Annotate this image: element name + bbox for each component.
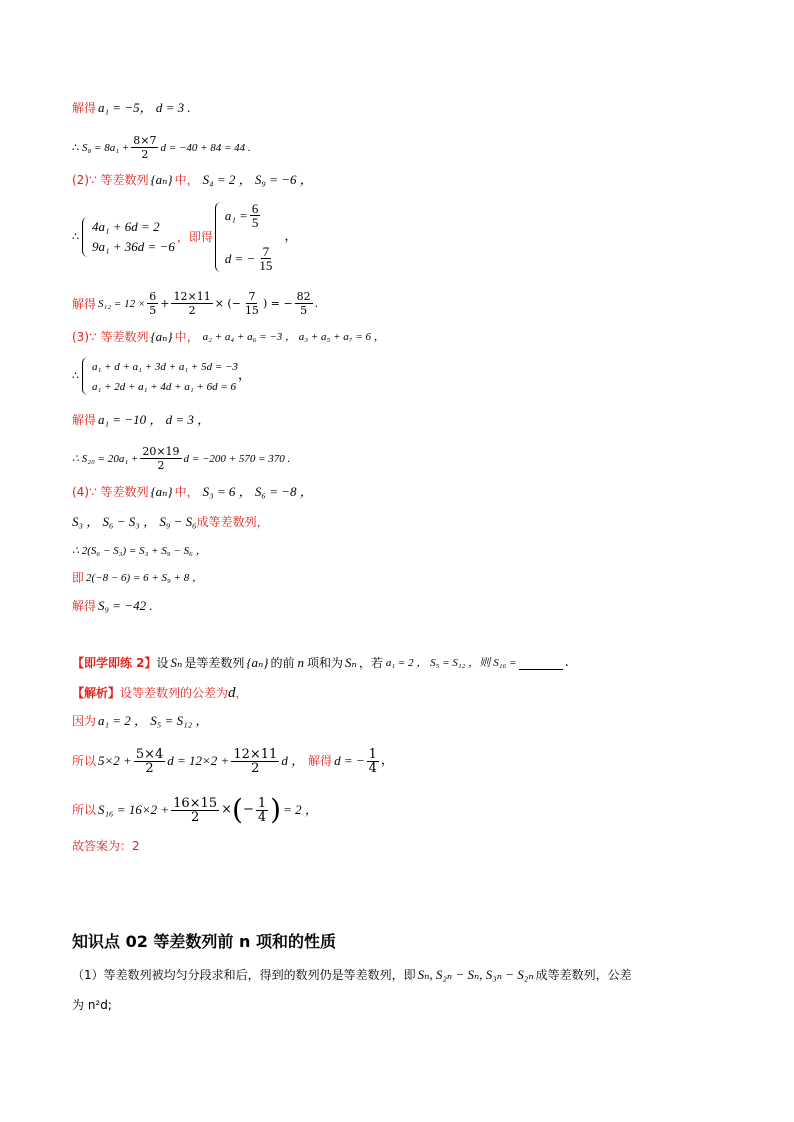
s12-line: 解得 S₁₂ = 12 × $\frac{6}{5}$ + $\frac{12\times 11}{2}$ × (− $\frac{7}{15}$ ) = − $\frac{82}{5}$ . <box>72 290 319 317</box>
left-brace <box>215 202 222 272</box>
text-in: 中， <box>174 173 199 187</box>
text-solved: 解得 <box>308 754 333 768</box>
text-let: 设 <box>156 656 169 670</box>
text-is-arithmetic: 是等差数列 <box>184 656 245 670</box>
result-a1: a₁ = $\frac{6}{5}$ <box>224 201 259 230</box>
system-row-2: a₁ + 2d + a₁ + 4d + a₁ + 6d = 6 <box>92 381 237 393</box>
text-because: 因为 <box>72 714 97 728</box>
comma: ， <box>235 686 248 700</box>
so1-line: 所以 5×2 + $\frac{5\times 4}{2}$ d = 12×2 + $\frac{12\times 11}{2}$ d ， 解得 d = − $\frac{1}{4}$ ， <box>72 746 394 776</box>
comma: ， <box>380 753 394 768</box>
left-brace <box>82 217 89 257</box>
property-math: Sₙ, S₂ₙ − Sₙ, S₃ₙ − S₂ₙ <box>417 967 534 982</box>
s8-rest: d = −40 + 84 = 44 . <box>160 141 251 154</box>
text-solved: 解得 <box>72 413 97 427</box>
s9-result: S₉ = −42 . <box>98 598 153 613</box>
fraction-8x7-2: $\frac{8\times 7}{2}$ <box>133 134 157 161</box>
s8-expr: S₈ = 8a₁ + <box>82 141 130 154</box>
so2-line: 所以 S₁₆ = 16×2 + $\frac{16\times 15}{2}$ × ( − $\frac{1}{4}$ ) = 2 ， <box>72 793 318 826</box>
answer-blank[interactable] <box>519 657 563 670</box>
part3-given: a₂ + a₄ + a₆ = −3 ， a₃ + a₅ + a₇ = 6 ， <box>202 331 385 343</box>
so1-expr-c: d ， <box>281 753 305 768</box>
text-solved: 解得 <box>72 101 97 115</box>
text-solved: 解得 <box>72 296 97 311</box>
result-d: d = − $\frac{7}{15}$ <box>224 244 273 273</box>
text-if: ，若 <box>358 656 383 670</box>
sequence-a-n: {aₙ} <box>246 655 269 670</box>
equation-system <box>82 357 238 395</box>
text-arithmetic: 成等差数列， <box>196 515 269 529</box>
part2-condition <box>72 170 313 190</box>
knowledge-title <box>72 930 336 954</box>
knowledge-p1 <box>72 965 632 985</box>
text-sum-is: 项和为 <box>307 656 344 670</box>
system-row-1: 4a₁ + 6d = 2 <box>92 219 160 234</box>
left-brace <box>82 357 89 395</box>
therefore-symbol: ∴ <box>72 140 79 154</box>
part3-values: a₁ = −10 ， d = 3 ， <box>98 412 211 427</box>
text-namely: 即 <box>72 571 85 585</box>
part4-line2 <box>72 512 269 532</box>
practice-given: a₁ = 2 ， S₅ = S₁₂ ，则 <box>385 657 491 669</box>
part4-line4 <box>72 568 203 588</box>
practice-tag: 【即学即练 2】 <box>72 656 157 670</box>
property-text-2: 为 n²d; <box>72 998 112 1012</box>
sn-symbol: Sₙ <box>170 655 183 670</box>
s20-rest: d = −200 + 570 = 370 . <box>183 452 291 465</box>
answer-line <box>72 836 140 856</box>
sequence-a-n: {aₙ} <box>150 172 173 187</box>
part2-given: S₄ = 2 ， S₉ = −6 ， <box>202 172 313 187</box>
comma: ， <box>284 229 298 244</box>
because-line <box>72 711 208 731</box>
so2-result: = 2 ， <box>283 802 318 817</box>
period: . <box>564 655 569 670</box>
text-solved: 解得 <box>72 599 97 613</box>
text-so: 所以 <box>72 803 97 817</box>
solution-system <box>215 202 277 272</box>
property-text: （1）等差数列被均匀分段求和后，得到的数列仍是等差数列，即 <box>72 968 416 982</box>
part4-substituted: 2(−8 − 6) = 6 + S₉ + 8 ， <box>86 572 204 584</box>
part4-equation: ∴ 2(S₆ − S₃) = S₃ + S₉ − S₆ ， <box>72 545 207 557</box>
text-so: 所以 <box>72 754 97 768</box>
section-heading: 知识点 02 等差数列前 n 项和的性质 <box>72 932 336 951</box>
system-row-1: a₁ + d + a₁ + 3d + a₁ + 5d = −3 <box>92 361 238 373</box>
analysis-tag: 【解析】 <box>72 686 121 700</box>
knowledge-p2 <box>72 995 112 1015</box>
sequence-a-n: {aₙ} <box>150 484 173 499</box>
part4-line3 <box>72 541 207 561</box>
s16-symbol: S₁₆ = <box>493 657 517 669</box>
answer-text: 故答案为：2 <box>72 839 140 853</box>
comma: ， <box>237 368 251 383</box>
d-symbol: d <box>228 685 236 701</box>
equation-system <box>82 217 175 257</box>
practice2-question <box>72 653 569 673</box>
part4-line5 <box>72 596 153 616</box>
so1-d: d = − <box>334 753 365 768</box>
part2-system <box>72 202 297 272</box>
solution1-line1 <box>72 98 191 118</box>
property-text-end: 成等差数列，公差 <box>535 968 632 982</box>
text-in: 中， <box>174 330 199 344</box>
part3-label: (3)∵ 等差数列 <box>72 330 149 344</box>
s12-expr: S₁₂ = 12 × <box>98 297 146 310</box>
so2-expr-a: S₁₆ = 16×2 + <box>98 802 170 817</box>
s20-line: ∴ S₂₀ = 20a₁ + $\frac{20\times 19}{2}$ d = −200 + 570 = 370 . <box>72 445 291 472</box>
parenthesized-fraction: ( − $\frac{1}{4}$ ) <box>232 793 282 826</box>
n-symbol: n <box>297 655 305 670</box>
text-then: ，即得 <box>176 230 213 244</box>
so1-expr-a: 5×2 + <box>98 753 132 768</box>
text-first: 的前 <box>270 656 295 670</box>
therefore-symbol: ∴ <box>72 369 79 382</box>
solution1-line2 <box>72 134 251 161</box>
sequence-a-n: {aₙ} <box>150 329 173 344</box>
s20-expr: ∴ S₂₀ = 20a₁ + <box>72 452 139 465</box>
part4-given: S₃ = 6 ， S₆ = −8 ， <box>202 484 313 499</box>
therefore-symbol: ∴ <box>72 230 79 243</box>
analysis-line <box>72 683 248 703</box>
part3-system <box>72 356 251 396</box>
because-values: a₁ = 2 ， S₅ = S₁₂ ， <box>98 713 209 728</box>
part4-label: (4)∵ 等差数列 <box>72 485 149 499</box>
solution1-values: a₁ = −5， d = 3 . <box>98 100 191 115</box>
text-in: 中， <box>174 485 199 499</box>
times-symbol: × <box>221 802 233 817</box>
system-row-2: 9a₁ + 36d = −6 <box>92 239 175 254</box>
sn-symbol: Sₙ <box>345 655 357 670</box>
so1-expr-b: d = 12×2 + <box>167 753 230 768</box>
part4-terms: S₃ ， S₆ − S₃ ， S₉ − S₆ <box>72 514 197 529</box>
part3-result <box>72 410 210 430</box>
part4-condition <box>72 482 313 502</box>
part2-label: (2)∵ 等差数列 <box>72 173 149 187</box>
part3-condition <box>72 327 385 347</box>
analysis-text: 设等差数列的公差为 <box>120 686 229 700</box>
